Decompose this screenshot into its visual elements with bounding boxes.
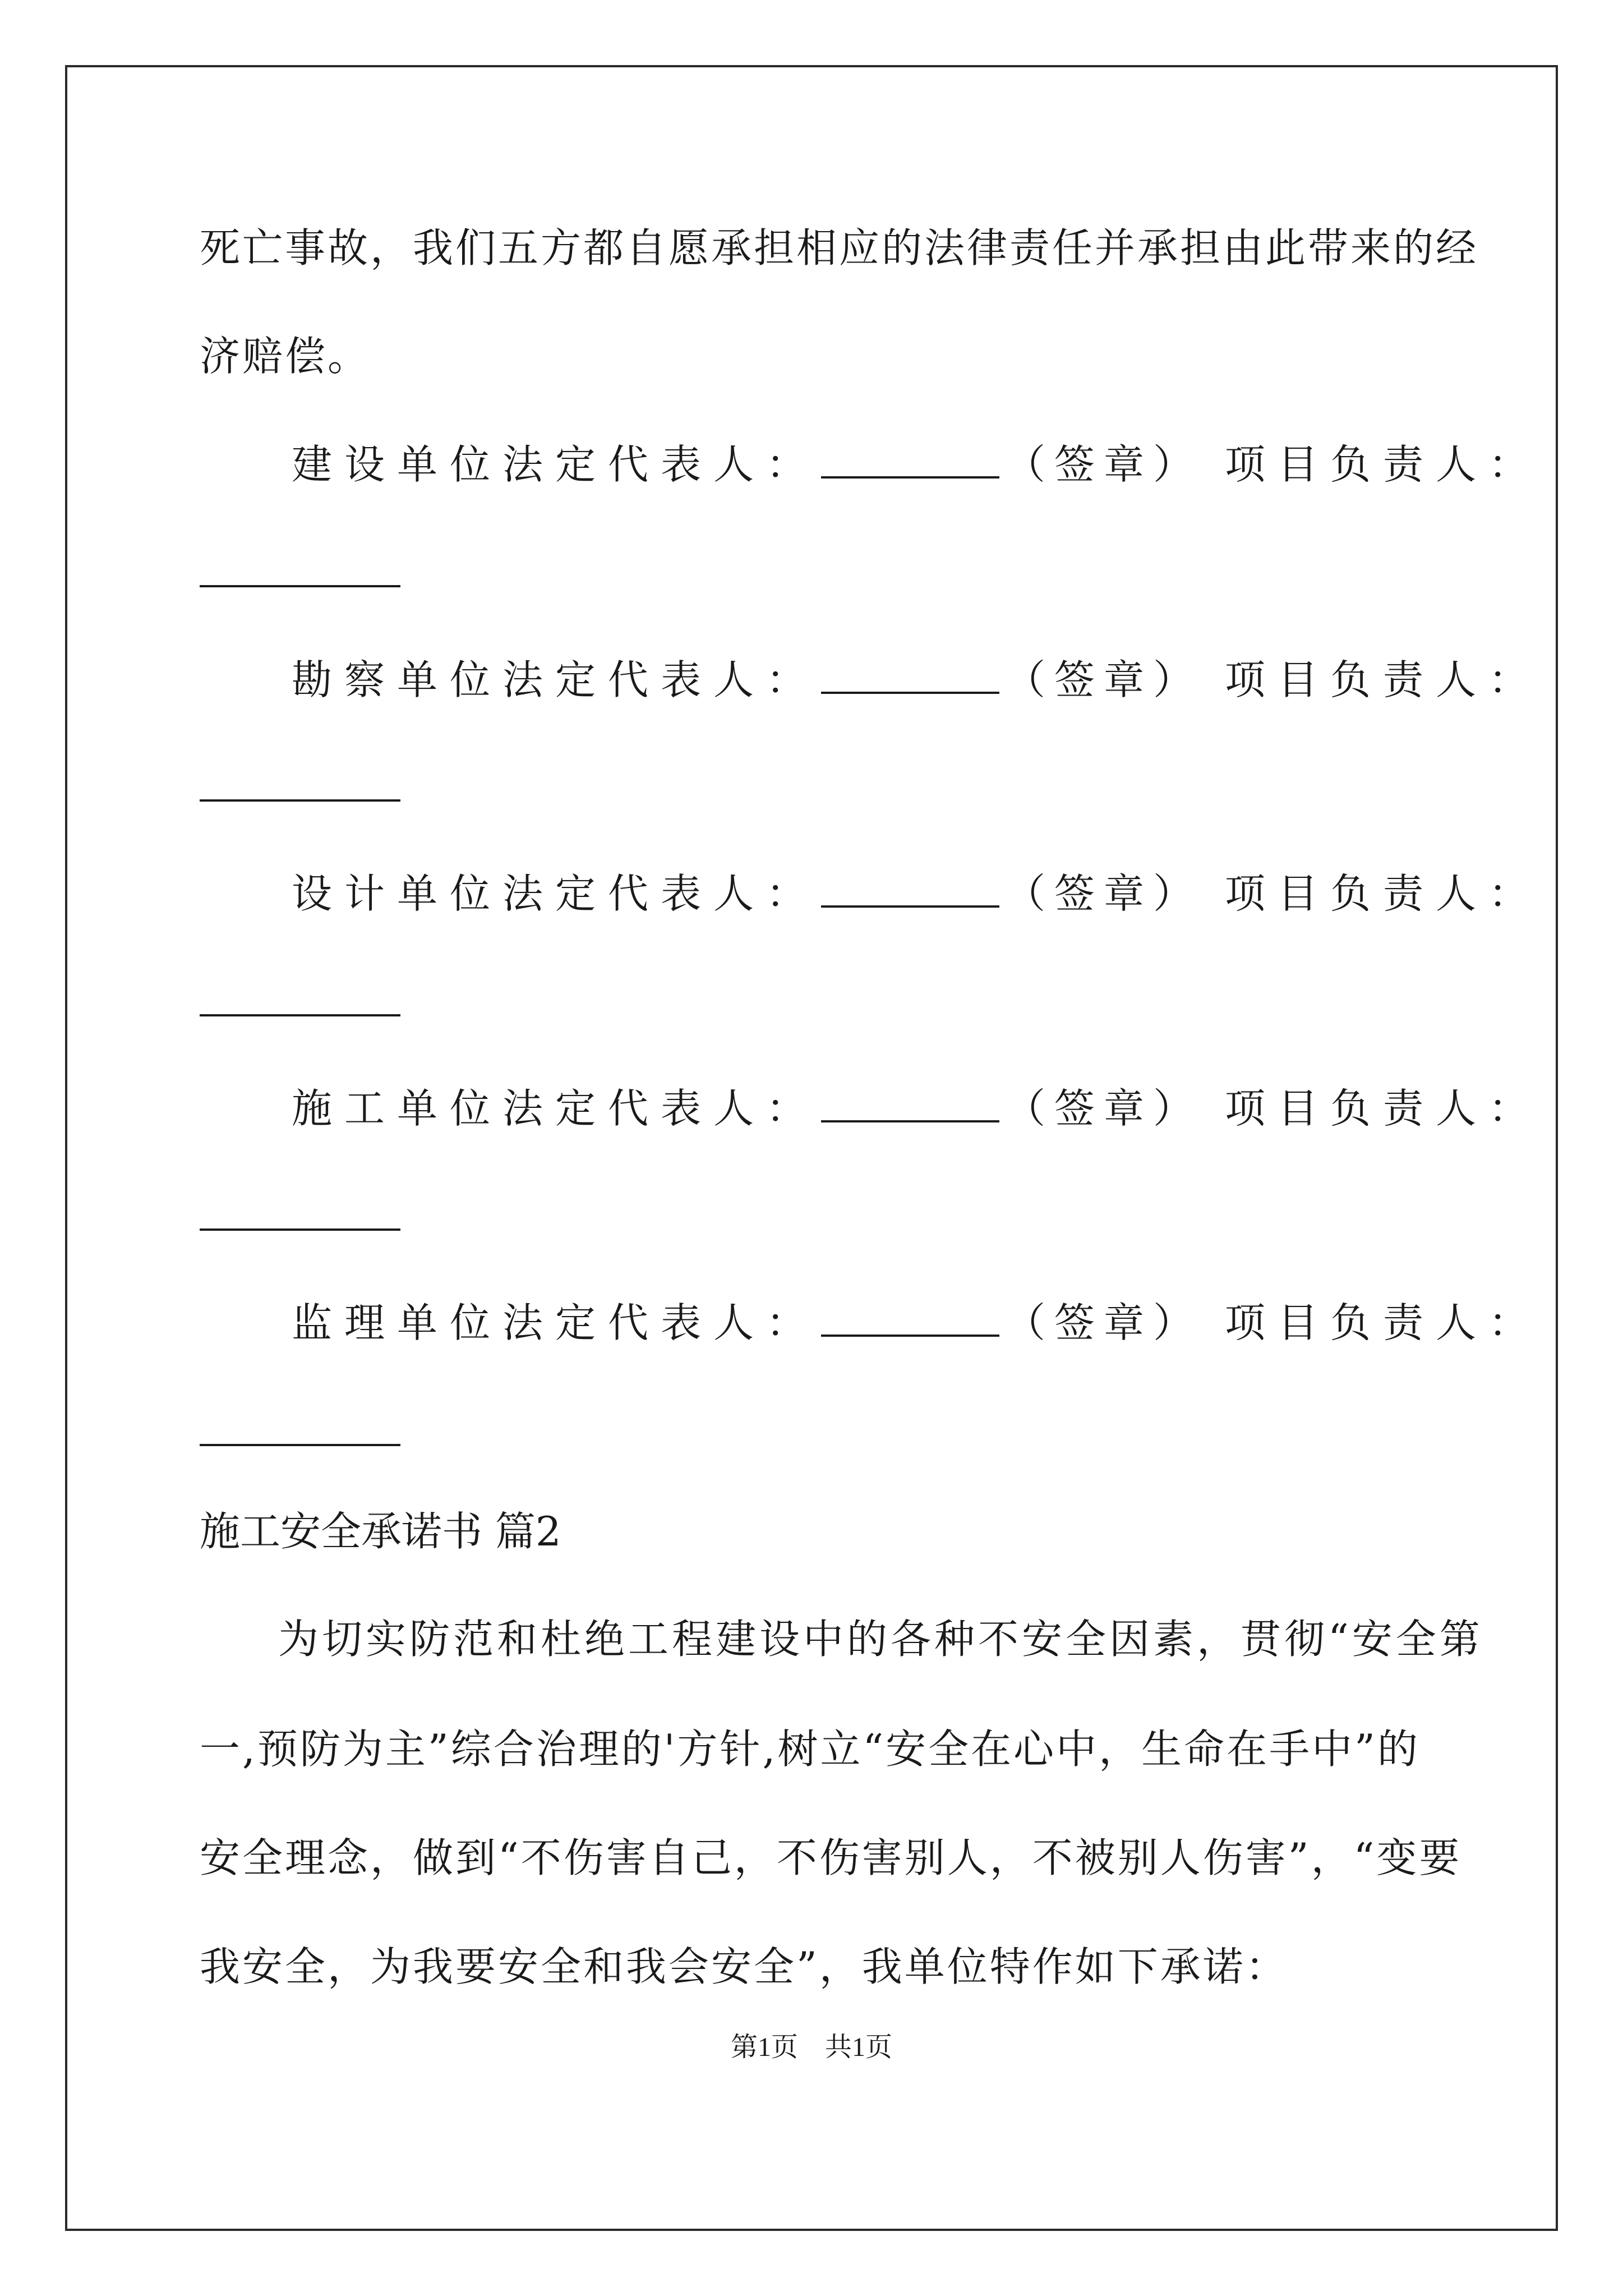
signature-blank: [821, 441, 999, 478]
signature-role: 施工单位法定代表人：: [292, 1085, 819, 1132]
page-number: 第1页: [730, 2032, 798, 2062]
intro-line-2: 济赔偿。: [200, 333, 371, 380]
manager-label: 项目负责人：: [1225, 656, 1542, 703]
body-line-4: 我安全，为我要安全和我会安全”，我单位特作如下承诺：: [200, 1943, 1288, 1990]
manager-label: 项目负责人：: [1225, 1085, 1542, 1132]
signature-row-contractor: [292, 1080, 1541, 1137]
manager-signature-blank: [200, 585, 400, 587]
signature-blank: [821, 871, 999, 908]
body-line-3: 安全理念，做到“不伤害自己，不伤害别人，不被别人伤害”，“变要: [200, 1834, 1462, 1881]
signature-role: 建设单位法定代表人：: [292, 441, 819, 488]
signature-role: 勘察单位法定代表人：: [292, 656, 819, 703]
seal-label: （签章）: [1005, 1299, 1203, 1346]
manager-signature-blank: [200, 1014, 400, 1016]
signature-blank: [821, 657, 999, 694]
signature-row-supervision: [292, 1295, 1541, 1351]
signature-role: 设计单位法定代表人：: [292, 870, 819, 917]
manager-signature-blank: [200, 1444, 400, 1446]
page-footer: [0, 2031, 1623, 2064]
seal-label: （签章）: [1005, 870, 1203, 917]
section-heading: 施工安全承诺书 篇2: [200, 1508, 561, 1555]
signature-row-design: [292, 866, 1541, 922]
body-line-1: 为切实防范和杜绝工程建设中的各种不安全因素，贯彻“安全第: [278, 1616, 1483, 1663]
signature-blank: [821, 1085, 999, 1122]
manager-label: 项目负责人：: [1225, 870, 1542, 917]
manager-label: 项目负责人：: [1225, 441, 1542, 488]
signature-row-construction: [292, 436, 1541, 493]
page-total: 共1页: [825, 2032, 893, 2062]
signature-role: 监理单位法定代表人：: [292, 1299, 819, 1346]
intro-line-1: 死亡事故，我们五方都自愿承担相应的法律责任并承担由此带来的经: [200, 224, 1479, 272]
manager-signature-blank: [200, 1228, 400, 1231]
seal-label: （签章）: [1005, 656, 1203, 703]
page-border: [65, 65, 1558, 2231]
body-line-2: 一,预防为主”综合治理的'方针,树立“安全在心中，生命在手中”的: [200, 1726, 1420, 1773]
seal-label: （签章）: [1005, 1085, 1203, 1132]
manager-signature-blank: [200, 799, 400, 802]
seal-label: （签章）: [1005, 441, 1203, 488]
signature-blank: [821, 1300, 999, 1337]
manager-label: 项目负责人：: [1225, 1299, 1542, 1346]
signature-row-survey: [292, 652, 1541, 708]
